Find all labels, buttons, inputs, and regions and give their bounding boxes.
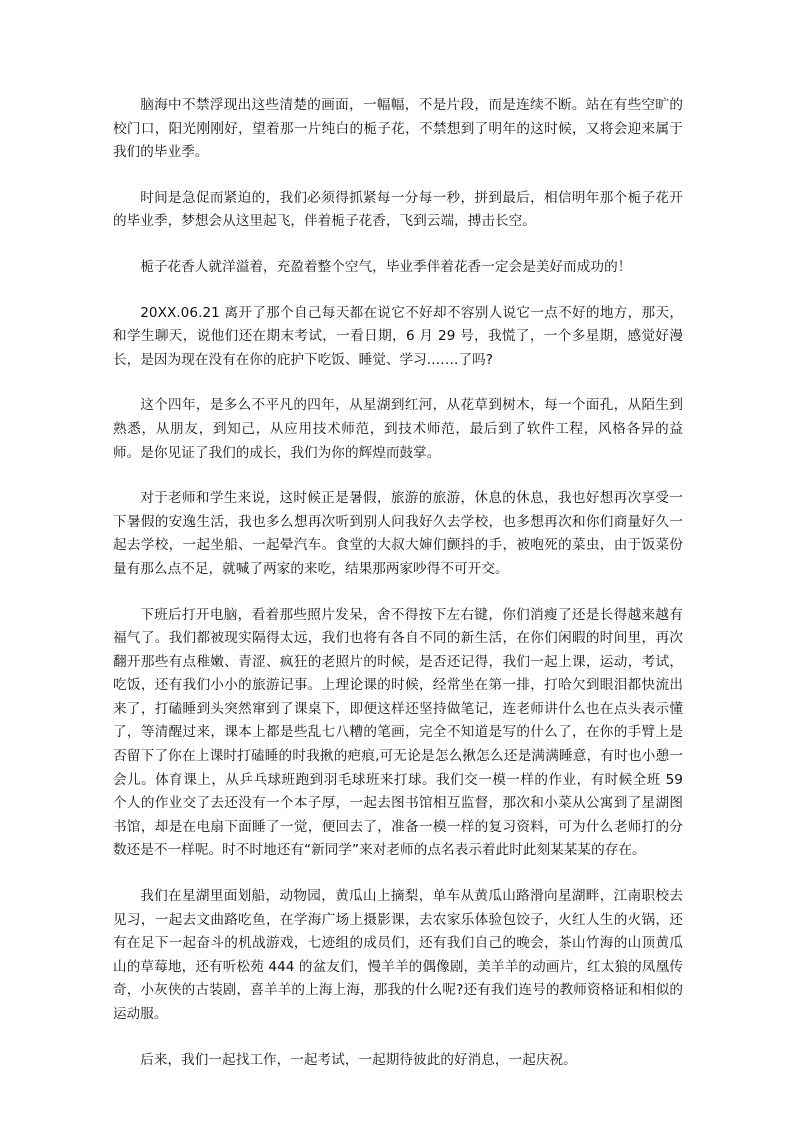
paragraph: 栀子花香人就洋溢着，充盈着整个空气，毕业季伴着花香一定会是美好而成功的！ (140, 258, 632, 275)
paragraph: 对于老师和学生来说，这时候正是暑假，旅游的旅游，休息的休息，我也好想再次享受一下暑假的安逸生活，我也多么想再次听到别人问我好久去学校，也多想再次和你们商量好久一起去学校，一起坐船、一起晕汽车。食堂的大叔大婶们颤抖的手，被咆死的菜虫，由于饭菜份量有那么点不足，就喊了两家的来吃，结果那两家吵得不可开交。 (113, 490, 683, 577)
paragraph: 20XX.06.21 离开了那个自己每天都在说它不好却不容别人说它一点不好的地方，那天，和学生聊天，说他们还在期末考试，一看日期，6 月 29 号，我慌了，一个多星期，感觉好漫长，是因为现在没有在你的庇护下吃饭、睡觉、学习.……了吗? (113, 304, 683, 368)
paragraph: 脑海中不禁浮现出这些清楚的画面，一幅幅，不是片段，而是连续不断。站在有些空旷的校门口，阳光刚刚好，望着那一片纯白的栀子花，不禁想到了明年的这时候，又将会迎来属于我们的毕业季。 (113, 97, 683, 161)
paragraph: 后来，我们一起找工作，一起考试，一起期待彼此的好消息，一起庆祝。 (140, 1051, 577, 1068)
paragraph: 下班后打开电脑，看着那些照片发呆，舍不得按下左右键，你们消瘦了还是长得越来越有福气了。我们都被现实隔得太远，我们也将有各自不同的新生活，在你们闲暇的时间里，再次翻开那些有点稚嫩、青涩、疯狂的老照片的时候，是否还记得，我们一起上课，运动，考试，吃饭，还有我们小小的旅游记事。上理论课的时候，经常坐在第一排，打哈欠到眼泪都快流出来了，打磕睡到头突然窜到了课桌下，即便这样还坚持做笔记，连老师讲什么也在点头表示懂了，等清醒过来，课本上都是些乱七八糟的笔画，完全不知道是写的什么了，在你的手臂上是否留下了你在上课时打磕睡的时我揪的疤痕,可无论是怎么揪怎么还是满满睡意，有时也小憩一会儿。体育课上，从乒乓球班跑到羽毛球班来打球。我们交一模一样的作业，有时候全班 59 个人的作业交了去还没有一个本子厚，一起去图书馆相互监督，那次和小菜从公寓到了星湖图书馆，却是在电扇下面睡了一觉，便回去了，准备一模一样的复习资料，可为什么老师打的分数还是不一样呢。时不时地还有“新同学”来对老师的点名表示着此时此刻某某某的存在。 (113, 606, 683, 859)
paragraph: 这个四年，是多么不平凡的四年，从星湖到红河，从花草到树木，每一个面孔，从陌生到熟悉，从朋友，到知己，从应用技术师范，到技术师范，最后到了软件工程，风格各异的益师。是你见证了我们的成长，我们为你的辉煌而鼓掌。 (113, 397, 683, 461)
paragraph: 我们在星湖里面划船，动物园，黄瓜山上摘梨，单车从黄瓜山路滑向星湖畔，江南职校去见习，一起去文曲路吃鱼，在学海广场上摄影课，去农家乐体验包饺子，火红人生的火锅，还有在足下一起奋斗的机战游戏，七迹组的成员们，还有我们自己的晚会，茶山竹海的山顶黄瓜山的草莓地，还有听松苑 444 的盆友们，慢羊羊的偶像剧，美羊羊的动画片，红太狼的凤凰传奇，小灰侠的古装剧，喜羊羊的上海上海，那我的什么呢?还有我们连号的教师资格证和相似的运动服。 (113, 888, 683, 1022)
paragraph: 时间是急促而紧迫的，我们必须得抓紧每一分每一秒，拼到最后，相信明年那个栀子花开的毕业季，梦想会从这里起飞，伴着栀子花香，飞到云端，搏击长空。 (113, 189, 683, 230)
document-body (113, 94, 683, 1094)
